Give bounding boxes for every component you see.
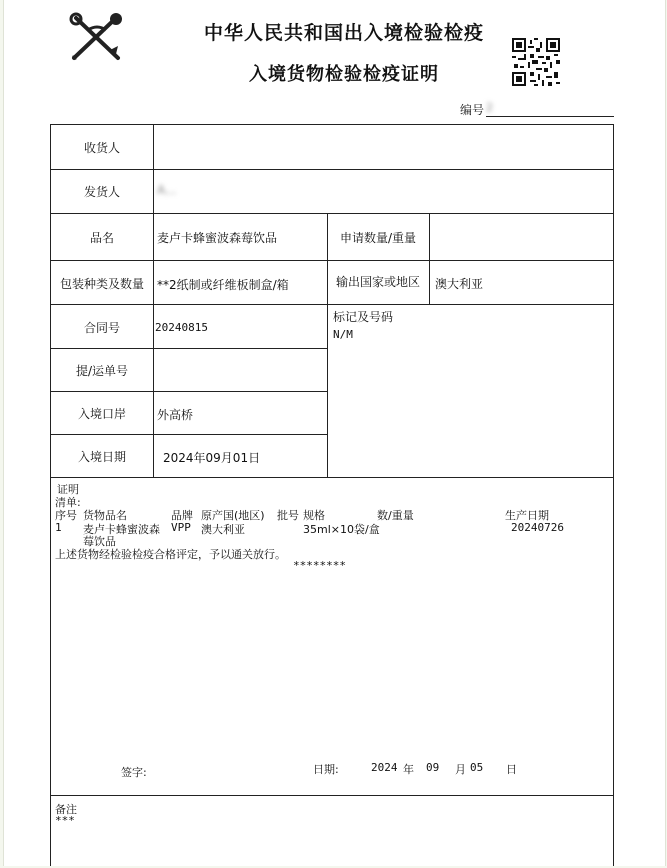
consignor-value: A...: [157, 183, 177, 197]
date-month-unit: 月: [455, 763, 466, 776]
port-of-entry-value: 外高桥: [157, 408, 194, 422]
marks-label: 标记及号码: [333, 310, 394, 324]
row-production-date: 20240726: [511, 521, 564, 534]
packaging-label: 包装种类及数量: [59, 277, 144, 291]
date-day-unit: 日: [506, 763, 517, 776]
row-seq: 1: [55, 521, 62, 534]
list-label: 清单:: [55, 496, 81, 509]
entry-date-label: 入境日期: [77, 450, 126, 464]
marks-value: N/M: [333, 328, 353, 341]
product-name-label: 品名: [89, 231, 114, 245]
consignee-label: 收货人: [83, 141, 120, 155]
row-goods-name-cont: 莓饮品: [83, 535, 116, 548]
col-brand: 品牌: [171, 509, 193, 522]
remarks-label: 备注: [55, 803, 77, 816]
col-batch: 批号: [277, 509, 299, 522]
signature-label: 签字:: [121, 766, 147, 779]
row-spec: 35ml×10袋/盒: [303, 523, 380, 536]
qr-code-icon: [512, 38, 560, 86]
col-quantity-weight: 数/重量: [377, 509, 414, 522]
certification-title: 证明: [57, 483, 79, 496]
date-year-unit: 年: [403, 763, 414, 776]
serial-number-value: 2: [486, 101, 493, 114]
row-goods-name: 麦卢卡蜂蜜波森: [83, 523, 160, 536]
col-production-date: 生产日期: [505, 509, 549, 522]
customs-emblem-icon: [66, 10, 128, 62]
col-seq: 序号: [55, 509, 77, 522]
clearance-statement: 上述货物经检验检疫合格评定，予以通关放行。: [55, 548, 286, 561]
port-of-entry-label: 入境口岸: [77, 407, 126, 421]
quantity-weight-label: 申请数量/重量: [339, 231, 417, 245]
col-origin: 原产国(地区): [201, 509, 265, 522]
packaging-value: **2纸制或纤维板制盒/箱: [157, 278, 289, 292]
entry-date-value: 2024年09月01日: [163, 451, 261, 465]
contract-number-value: 20240815: [155, 321, 208, 334]
col-spec: 规格: [303, 509, 325, 522]
serial-number-field: [486, 96, 614, 117]
bill-of-lading-label: 提/运单号: [75, 364, 129, 378]
date-year: 2024: [371, 761, 398, 774]
col-goods-name: 货物品名: [83, 509, 127, 522]
certificate-page: [3, 0, 666, 866]
certificate-authority-title: 中华人民共和国出入境检验检疫: [203, 22, 484, 44]
origin-country-value: 澳大利亚: [435, 277, 484, 291]
certificate-title: 入境货物检验检疫证明: [249, 64, 439, 85]
statement-stars: ********: [293, 559, 346, 572]
serial-number-label: 编号: [460, 103, 485, 117]
contract-number-label: 合同号: [83, 321, 120, 335]
row-brand: VPP: [171, 521, 191, 534]
date-month: 09: [426, 761, 440, 774]
consignor-label: 发货人: [83, 185, 120, 199]
certificate-table: [50, 124, 614, 866]
origin-country-label: 输出国家或地区: [335, 275, 420, 289]
remarks-value: ***: [55, 814, 75, 827]
product-name-value: 麦卢卡蜂蜜波森莓饮品: [157, 231, 278, 245]
row-origin: 澳大利亚: [201, 523, 245, 536]
date-label: 日期:: [313, 763, 339, 776]
date-day: 05: [470, 761, 484, 774]
